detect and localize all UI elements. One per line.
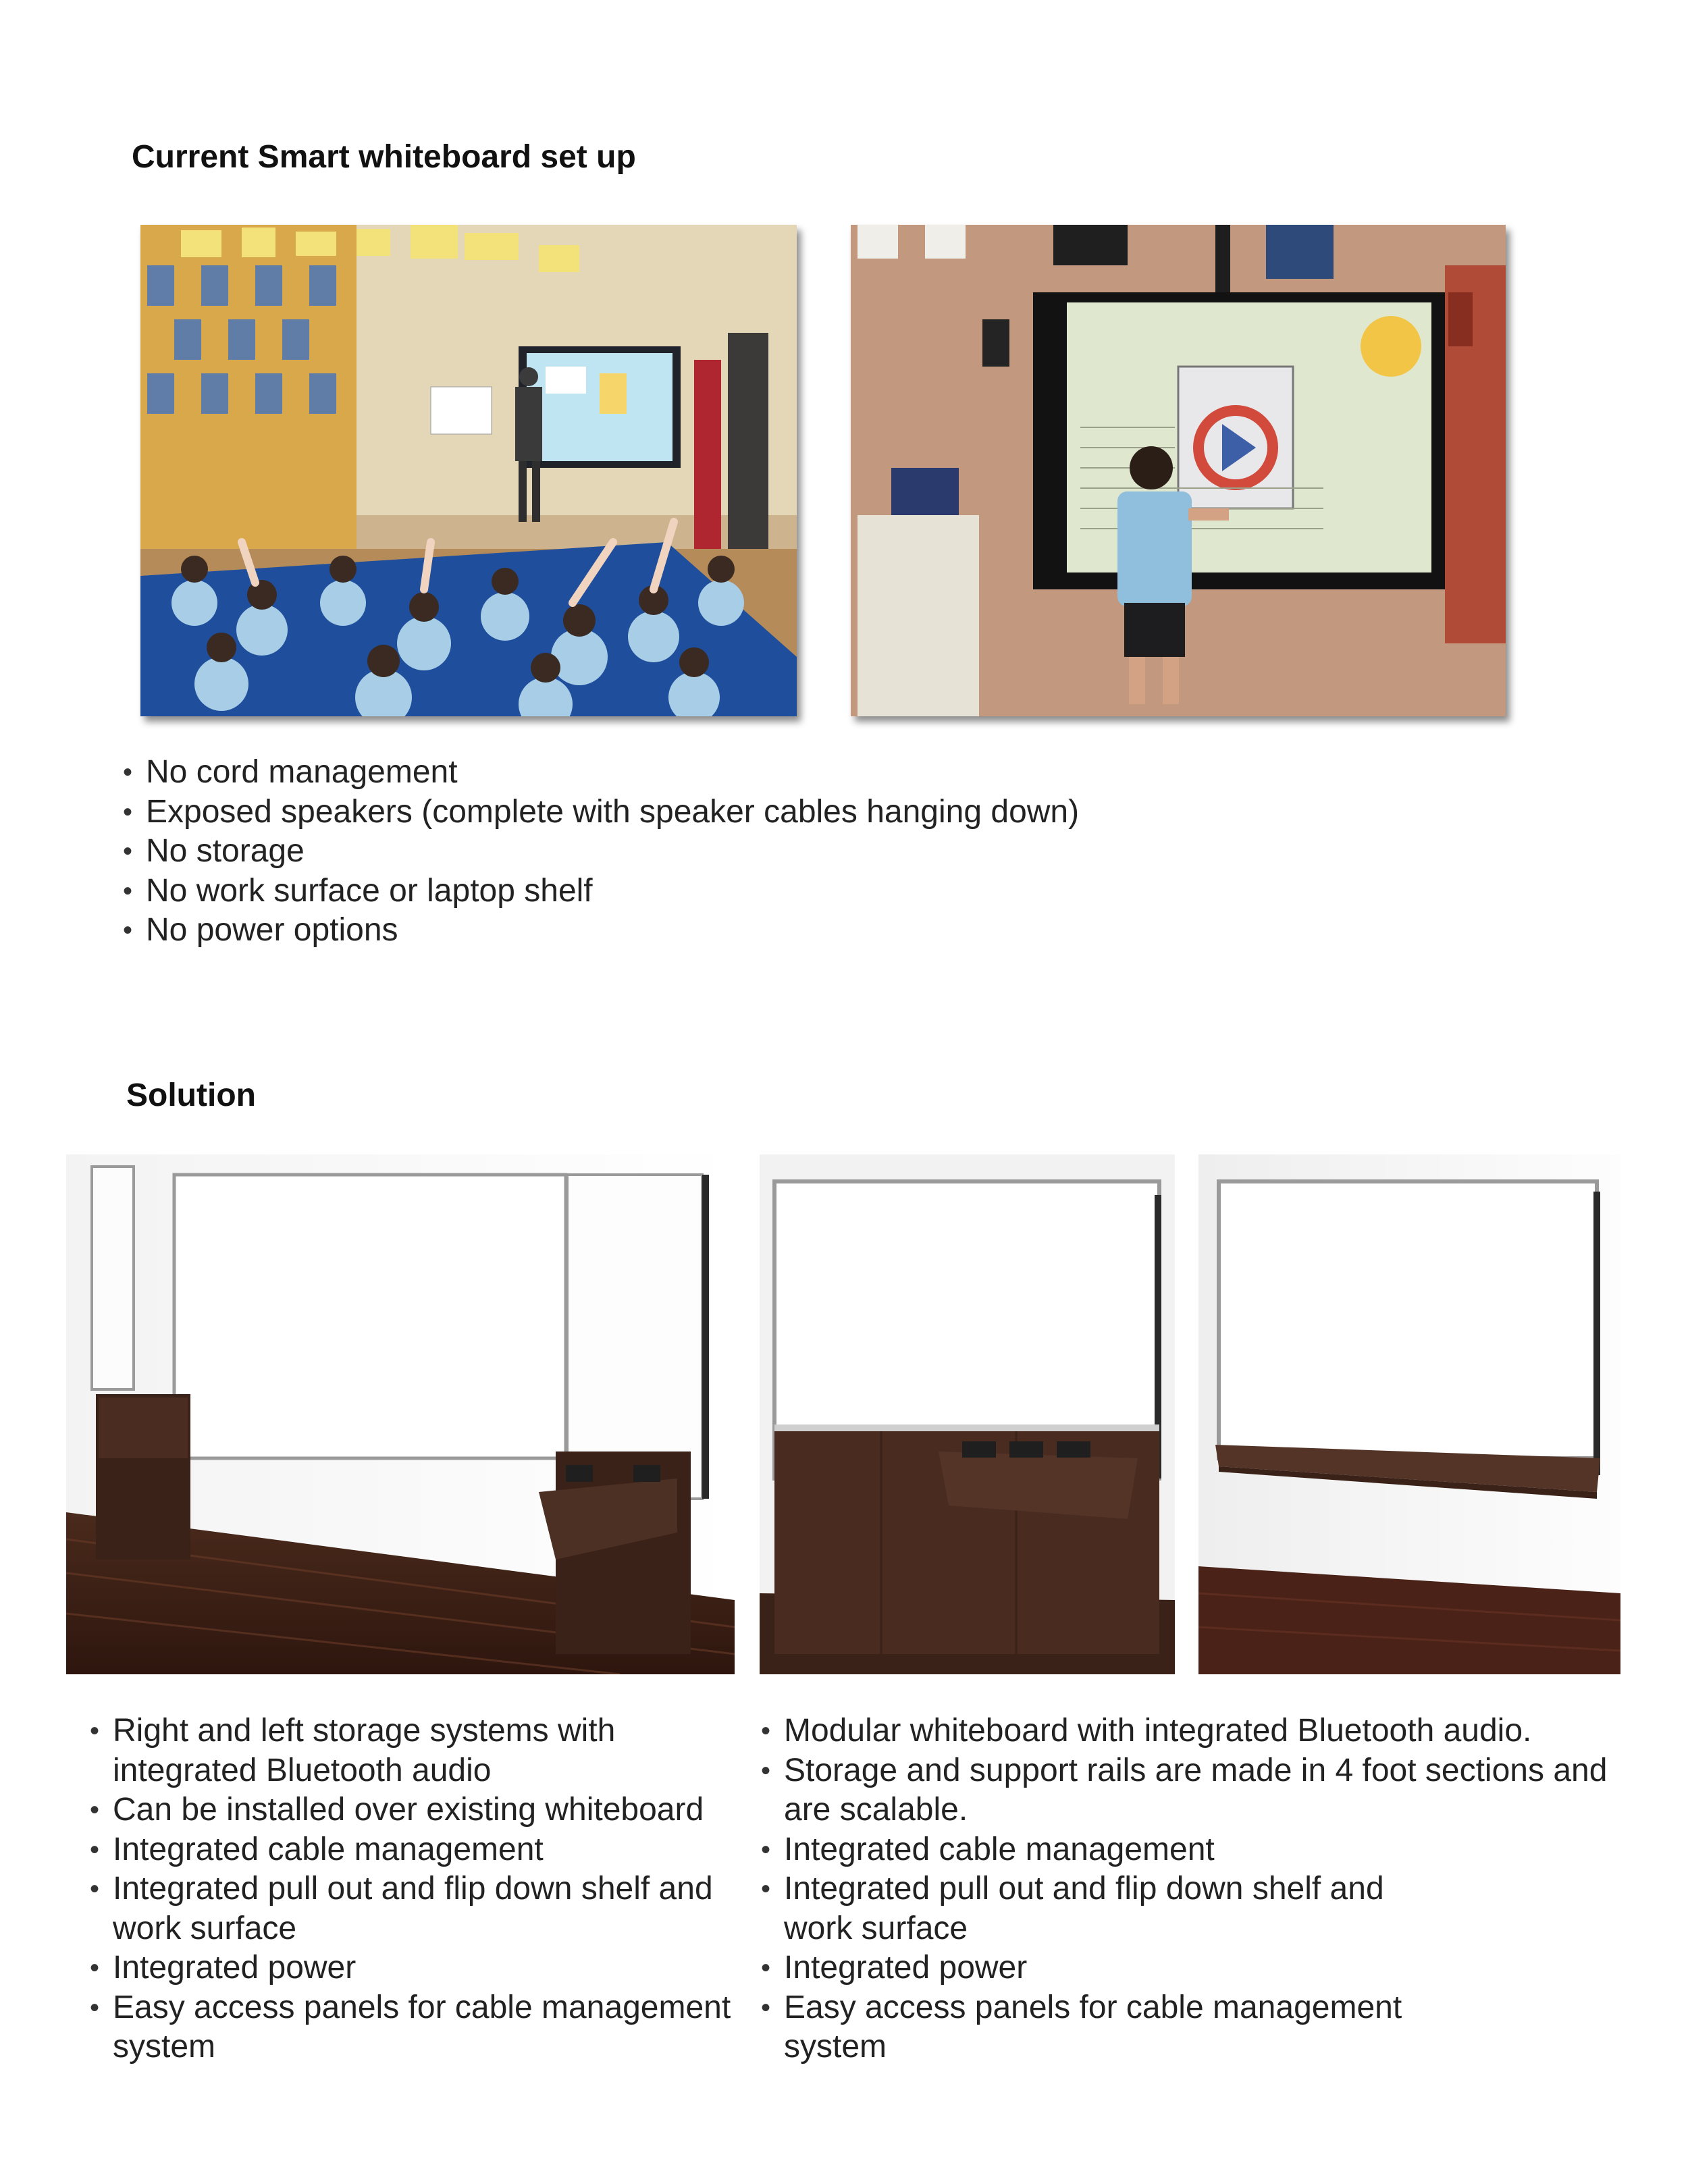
current-issues-list (123, 753, 1136, 951)
student-at-smartboard-photo (851, 225, 1506, 716)
list-item: • Easy access panels for cable management system (90, 1988, 731, 2067)
solution-left-features-list (90, 1711, 731, 2067)
list-item: • Integrated power (761, 1948, 1625, 1988)
solution-right-features-list (761, 1711, 1625, 2067)
list-item: • Integrated pull out and flip down shelf and work surface (761, 1869, 1392, 1948)
list-item: • Integrated cable management (90, 1830, 731, 1870)
solution-render-rail-shelf (1198, 1154, 1620, 1674)
list-item: • No cord management (123, 753, 1136, 793)
list-item: • Storage and support rails are made in 4 foot sections and are scalable. (761, 1751, 1625, 1830)
solution-render-modular-base (760, 1154, 1175, 1674)
list-item: • Can be installed over existing whiteboard (90, 1790, 731, 1830)
list-item: • Integrated pull out and flip down shelf and work surface (90, 1869, 731, 1948)
list-item: • Integrated power (90, 1948, 731, 1988)
list-item: • Modular whiteboard with integrated Bluetooth audio. (761, 1711, 1625, 1751)
classroom-photo (140, 225, 797, 716)
current-setup-heading: Current Smart whiteboard set up (132, 139, 636, 175)
solution-render-storage-cabinets (66, 1154, 735, 1674)
list-item: • No storage (123, 832, 1136, 872)
list-item: • No work surface or laptop shelf (123, 872, 1136, 911)
list-item: • Exposed speakers (complete with speaker cables hanging down) (123, 793, 1136, 832)
list-item: • Right and left storage systems with integrated Bluetooth audio (90, 1711, 731, 1790)
list-item: • Integrated cable management (761, 1830, 1625, 1870)
list-item: • Easy access panels for cable management system (761, 1988, 1425, 2067)
solution-heading: Solution (126, 1077, 256, 1113)
list-item: • No power options (123, 911, 1136, 951)
